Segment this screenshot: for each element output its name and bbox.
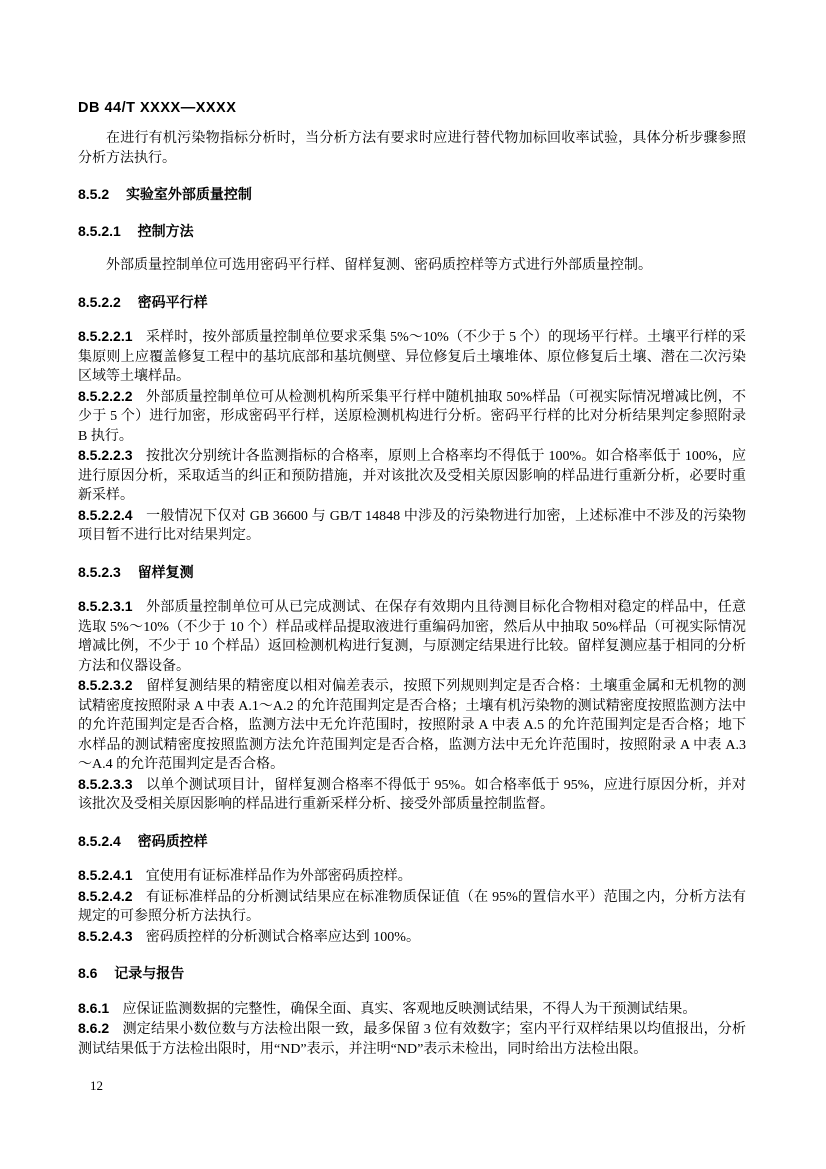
heading-title: 记录与报告 xyxy=(114,965,185,981)
section-heading-8-5-2-2 xyxy=(78,293,746,313)
clause-text: 密码质控样的分析测试合格率应达到 100%。 xyxy=(145,929,420,945)
clause-text: 以单个测试项目计，留样复测合格率不得低于 95%。如合格率低于 95%，应进行原因分析，并对该批次及受相关原因影响的样品进行重新采样分析、接受外部质量控制监督。 xyxy=(78,777,746,812)
heading-number: 8.5.2.3 xyxy=(78,563,121,580)
clause-text: 一般情况下仅对 GB 36600 与 GB/T 14848 中涉及的污染物进行加密，上述标准中不涉及的污染物项目暂不进行比对结果判定。 xyxy=(78,508,746,543)
clause-number: 8.5.2.4.1 xyxy=(78,867,133,883)
clause-paragraph xyxy=(78,927,746,948)
clause-paragraph xyxy=(78,866,746,887)
clause-number: 8.5.2.2.1 xyxy=(78,328,133,344)
clause-number: 8.5.2.2.2 xyxy=(78,387,133,404)
clause-text: 留样复测结果的精密度以相对偏差表示，按照下列规则判定是否合格：土壤重金属和无机物的测试精密度按照附录 A 中表 A.1～A.2 的允许范围判定是否合格；土壤有机污染物的测试精密度按照监测方法中的允许范围判定是否合格，监测方法中无允许范围时，按照附录 A 中表 A.5 的允许范围判定是否合格；地下水样品的测试精密度按照监测方法允许范围判定是否合格，监测方法中无允许范围时，按照附录 A 中表 A.3～A.4 的允许范围判定是否合格。 xyxy=(78,679,746,772)
paragraph: 在进行有机污染物指标分析时，当分析方法有要求时应进行替代物加标回收率试验，具体分析步骤参照分析方法执行。 xyxy=(78,131,746,166)
doc-code-header: DB 44/T XXXX—XXXX xyxy=(78,100,237,116)
clause-number: 8.5.2.3.2 xyxy=(78,677,133,693)
clause-text: 按批次分别统计各监测指标的合格率，原则上合格率均不得低于 100%。如合格率低于 100%，应进行原因分析，采取适当的纠正和预防措施，并对该批次及受相关原因影响的样品进行重新分析，必要时重新采样。 xyxy=(78,449,746,503)
clause-text: 测定结果小数位数与方法检出限一致，最多保留 3 位有效数字；室内平行双样结果以均值报出，分析测试结果低于方法检出限时，用“ND”表示，并注明“ND”表示未检出，同时给出方法检出限。 xyxy=(78,1022,746,1057)
section-heading-8-5-2-4 xyxy=(78,832,746,852)
clause-number: 8.5.2.3.1 xyxy=(78,598,133,614)
heading-title: 实验室外部质量控制 xyxy=(125,186,252,202)
clause-paragraph xyxy=(78,327,746,387)
section-heading-8-5-2 xyxy=(78,185,746,205)
heading-number: 8.5.2.4 xyxy=(78,832,121,849)
clause-paragraph xyxy=(78,506,746,546)
clause-paragraph xyxy=(78,676,746,775)
clause-number: 8.6.1 xyxy=(78,999,110,1016)
clause-number: 8.5.2.3.3 xyxy=(78,775,133,792)
section-heading-8-5-2-1 xyxy=(78,222,746,242)
clause-text: 采样时，按外部质量控制单位要求采集 5%～10%（不少于 5 个）的现场平行样。土壤平行样的采集原则上应覆盖修复工程中的基坑底部和基坑侧壁、异位修复后土壤堆体、原位修复后土壤、潜在二次污染区域等土壤样品。 xyxy=(78,330,746,384)
clause-number: 8.5.2.4.3 xyxy=(78,927,133,944)
clause-text: 应保证监测数据的完整性，确保全面、真实、客观地反映测试结果，不得人为干预测试结果。 xyxy=(122,1001,697,1017)
heading-number: 8.5.2.2 xyxy=(78,293,121,310)
clause-paragraph xyxy=(78,775,746,815)
heading-number: 8.5.2.1 xyxy=(78,222,121,239)
heading-number: 8.5.2 xyxy=(78,186,110,202)
clause-paragraph xyxy=(78,887,746,927)
heading-title: 控制方法 xyxy=(137,222,194,239)
paragraph: 外部质量控制单位可选用密码平行样、留样复测、密码质控样等方式进行外部质量控制。 xyxy=(106,258,652,273)
clause-paragraph xyxy=(78,597,746,676)
clause-number: 8.6.2 xyxy=(78,1020,110,1036)
clause-text: 宜使用有证标准样品作为外部密码质控样。 xyxy=(145,869,412,884)
clause-paragraph xyxy=(78,387,746,447)
heading-title: 密码质控样 xyxy=(137,832,208,849)
clause-text: 有证标准样品的分析测试结果应在标准物质保证值（在 95%的置信水平）范围之内，分析方法有规定的可参照分析方法执行。 xyxy=(78,889,746,924)
clause-text: 外部质量控制单位可从检测机构所采集平行样中随机抽取 50%样品（可视实际情况增减比例，不少于 5 个）进行加密，形成密码平行样，送原检测机构进行分析。密码平行样的比对分析结果判定参照附录 B 执行。 xyxy=(78,389,746,444)
clause-number: 8.5.2.2.4 xyxy=(78,506,133,523)
clause-number: 8.5.2.2.3 xyxy=(78,447,133,463)
clause-paragraph xyxy=(78,446,746,506)
section-heading-8-5-2-3 xyxy=(78,563,746,583)
clause-number: 8.5.2.4.2 xyxy=(78,887,133,904)
heading-title: 留样复测 xyxy=(137,563,194,580)
heading-number: 8.6 xyxy=(78,965,98,981)
clause-paragraph xyxy=(78,1019,746,1059)
clause-text: 外部质量控制单位可从已完成测试、在保存有效期内且待测目标化合物相对稳定的样品中，任意选取 5%～10%（不少于 10 个）样品或样品提取液进行重编码加密，然后从中抽取 50%样品（可视实际情况增减比例，不少于 10 个样品）返回检测机构进行复测，与原测定结果进行比较。留样复测应基于相同的分析方法和仪器设备。 xyxy=(78,600,746,674)
heading-title: 密码平行样 xyxy=(137,293,208,310)
page-number: 12 xyxy=(90,1078,103,1093)
section-heading-8-6 xyxy=(78,964,746,984)
clause-paragraph xyxy=(78,999,746,1020)
